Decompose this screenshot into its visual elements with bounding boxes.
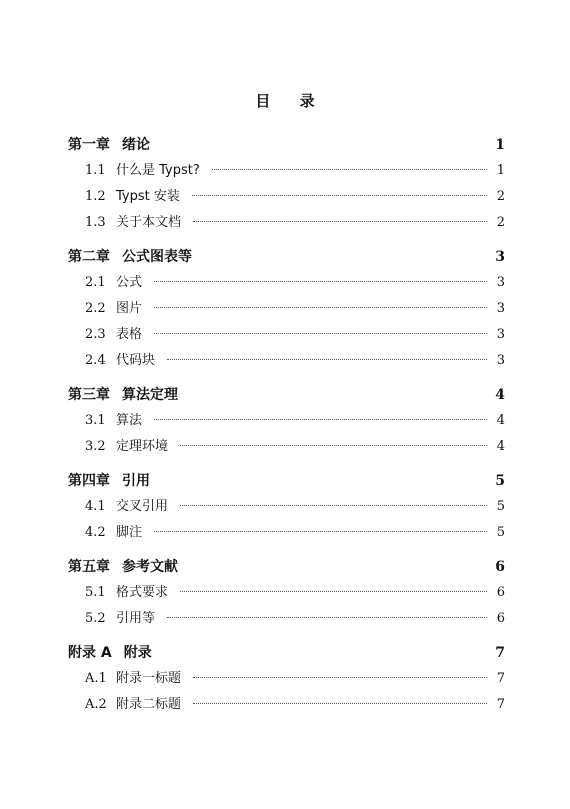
chapter-label: 第三章 <box>68 387 110 403</box>
chapter-label: 第二章 <box>68 249 110 265</box>
chapter-label: 第四章 <box>68 473 110 489</box>
section-title: 引用等 <box>116 611 156 626</box>
section-number: 5.1 <box>85 585 106 600</box>
section-title: 代码块 <box>116 353 156 368</box>
toc-section-5-2[interactable] <box>68 606 505 632</box>
section-title: 脚注 <box>116 525 143 540</box>
dot-leader <box>192 195 487 196</box>
section-page-number: 3 <box>496 275 505 290</box>
toc-section-3-2[interactable] <box>68 434 505 460</box>
section-title: 交叉引用 <box>116 499 169 514</box>
toc-appendix-a[interactable] <box>68 640 505 666</box>
chapter-gap <box>68 374 505 382</box>
dot-leader <box>180 591 487 592</box>
section-number: 2.1 <box>85 275 106 290</box>
section-number: 2.3 <box>85 327 106 342</box>
toc-section-a-1[interactable] <box>68 666 505 692</box>
section-page-number: 5 <box>496 499 505 514</box>
chapter-gap <box>68 460 505 468</box>
dot-leader <box>193 221 487 222</box>
chapter-gap <box>68 546 505 554</box>
chapter-page-number: 7 <box>495 645 505 661</box>
section-number: 2.2 <box>85 301 106 316</box>
toc-section-1-2[interactable] <box>68 184 505 210</box>
section-page-number: 6 <box>496 585 505 600</box>
section-title: 什么是 Typst? <box>116 163 200 178</box>
toc-chapter-2[interactable] <box>68 244 505 270</box>
section-number: 1.3 <box>85 215 106 230</box>
section-title: 附录二标题 <box>116 697 182 712</box>
toc-section-2-4[interactable] <box>68 348 505 374</box>
section-title: 公式 <box>116 275 143 290</box>
section-title: Typst 安装 <box>116 189 180 204</box>
section-title: 图片 <box>116 301 143 316</box>
table-of-contents <box>68 132 505 718</box>
section-title: 算法 <box>116 413 143 428</box>
section-title: 格式要求 <box>116 585 169 600</box>
section-page-number: 1 <box>496 163 505 178</box>
toc-chapter-3[interactable] <box>68 382 505 408</box>
chapter-title: 引用 <box>122 473 150 489</box>
toc-title: 目 录 <box>255 92 327 110</box>
toc-section-4-1[interactable] <box>68 494 505 520</box>
section-title: 关于本文档 <box>116 215 182 230</box>
section-number: A.2 <box>85 697 107 712</box>
toc-section-2-2[interactable] <box>68 296 505 322</box>
section-number: 1.2 <box>85 189 106 204</box>
toc-section-4-2[interactable] <box>68 520 505 546</box>
section-number: 5.2 <box>85 611 106 626</box>
chapter-title: 公式图表等 <box>122 249 192 265</box>
section-page-number: 4 <box>496 413 505 428</box>
chapter-gap <box>68 632 505 640</box>
section-number: 3.2 <box>85 439 106 454</box>
toc-section-1-3[interactable] <box>68 210 505 236</box>
toc-section-2-3[interactable] <box>68 322 505 348</box>
section-page-number: 3 <box>496 301 505 316</box>
toc-section-3-1[interactable] <box>68 408 505 434</box>
section-number: 4.1 <box>85 499 106 514</box>
toc-section-a-2[interactable] <box>68 692 505 718</box>
section-page-number: 6 <box>496 611 505 626</box>
section-page-number: 2 <box>496 215 505 230</box>
section-title: 附录一标题 <box>116 671 182 686</box>
toc-section-1-1[interactable] <box>68 158 505 184</box>
toc-section-5-1[interactable] <box>68 580 505 606</box>
section-number: 3.1 <box>85 413 106 428</box>
section-page-number: 7 <box>496 697 505 712</box>
section-page-number: 5 <box>496 525 505 540</box>
chapter-title: 绪论 <box>122 137 150 153</box>
section-number: 4.2 <box>85 525 106 540</box>
section-number: A.1 <box>85 671 107 686</box>
toc-section-2-1[interactable] <box>68 270 505 296</box>
chapter-page-number: 6 <box>495 559 505 575</box>
dot-leader <box>193 703 487 704</box>
chapter-title: 附录 <box>123 645 152 661</box>
section-page-number: 3 <box>496 353 505 368</box>
chapter-title: 算法定理 <box>122 387 178 403</box>
toc-chapter-1[interactable] <box>68 132 505 158</box>
chapter-page-number: 1 <box>495 137 505 153</box>
chapter-page-number: 4 <box>495 387 505 403</box>
dot-leader <box>180 505 487 506</box>
dot-leader <box>167 617 487 618</box>
chapter-page-number: 5 <box>495 473 505 489</box>
section-number: 2.4 <box>85 353 106 368</box>
dot-leader <box>180 445 487 446</box>
dot-leader <box>154 307 487 308</box>
dot-leader <box>193 677 487 678</box>
chapter-label: 第一章 <box>68 137 110 153</box>
section-number: 1.1 <box>85 163 106 178</box>
dot-leader <box>154 281 487 282</box>
toc-chapter-5[interactable] <box>68 554 505 580</box>
section-page-number: 3 <box>496 327 505 342</box>
chapter-label: 第五章 <box>68 559 110 575</box>
chapter-label: 附录 A <box>68 645 112 661</box>
dot-leader <box>212 169 487 170</box>
section-title: 定理环境 <box>116 439 169 454</box>
dot-leader <box>167 359 487 360</box>
dot-leader <box>154 531 487 532</box>
chapter-gap <box>68 236 505 244</box>
chapter-page-number: 3 <box>495 249 505 265</box>
section-page-number: 4 <box>496 439 505 454</box>
section-title: 表格 <box>116 327 143 342</box>
section-page-number: 7 <box>496 671 505 686</box>
chapter-title: 参考文献 <box>122 559 178 575</box>
section-page-number: 2 <box>496 189 505 204</box>
dot-leader <box>154 419 487 420</box>
toc-chapter-4[interactable] <box>68 468 505 494</box>
dot-leader <box>154 333 487 334</box>
